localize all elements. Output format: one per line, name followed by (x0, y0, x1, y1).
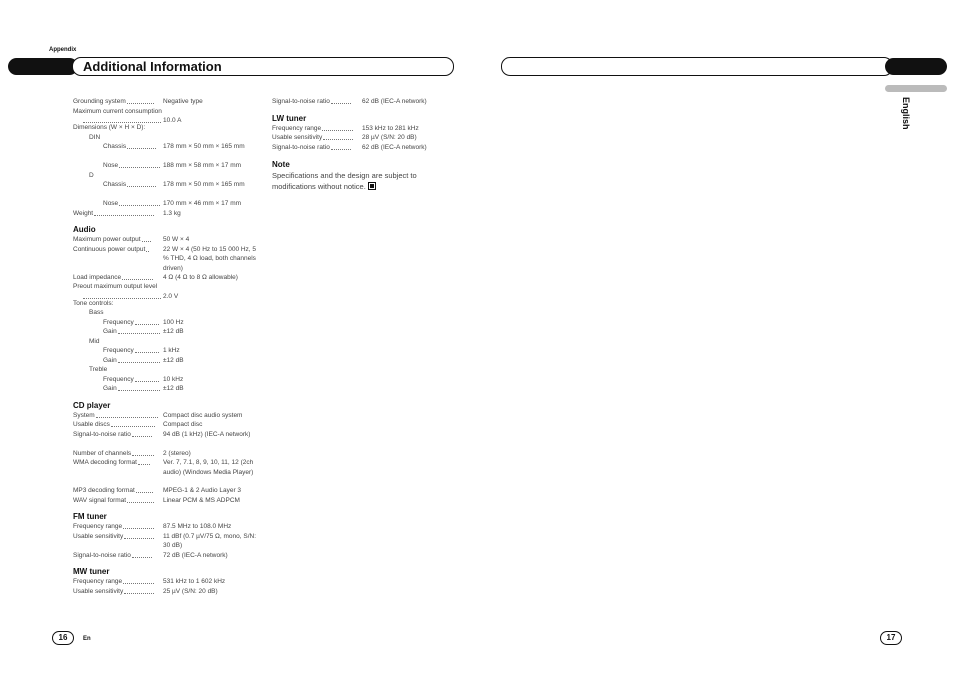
spec-row: Gain ±12 dB (103, 385, 184, 392)
language-code: En (83, 636, 91, 642)
spec-row: Usable discs Compact disc (73, 421, 203, 428)
title-bar (72, 57, 454, 76)
section-title-fm: FM tuner (73, 512, 107, 521)
spec-row: Chassis 178 mm × 50 mm × 165 mm (103, 143, 245, 150)
spec-row: 10.0 A (73, 116, 258, 123)
spec-row: Nose 170 mm × 46 mm × 17 mm (103, 200, 242, 207)
spec-sublabel: Mid (89, 337, 100, 345)
section-label: Appendix (49, 47, 77, 53)
section-title-lw: LW tuner (272, 113, 307, 123)
section-title-mw: MW tuner (73, 567, 110, 576)
spec-row: WAV signal format Linear PCM & MS ADPCM (73, 496, 240, 504)
spec-row: Grounding system Negative type (73, 98, 203, 105)
spec-row: Signal-to-noise ratio 72 dB (IEC-A network) (73, 551, 228, 559)
end-of-section-icon (368, 182, 376, 190)
spec-sublabel: Treble (89, 366, 108, 373)
spec-row: Usable sensitivity 11 dBf (0.7 µV/75 Ω, mono, S/N: 30 dB) (73, 532, 257, 549)
section-title-audio: Audio (73, 225, 96, 234)
spec-label: Maximum current consumption (73, 107, 162, 115)
spec-row: Gain ±12 dB (103, 356, 184, 364)
spec-sublabel: Bass (89, 309, 104, 316)
spec-row: Gain ±12 dB (103, 328, 184, 335)
note-text: Specifications and the design are subject to modifications without notice. (272, 171, 417, 191)
spec-row: Frequency range 153 kHz to 281 kHz (272, 124, 419, 132)
page-number-right: 17 (880, 631, 902, 645)
note-title: Note (272, 160, 290, 169)
spec-label: Dimensions (W × H × D): (73, 124, 146, 131)
language-bar (885, 85, 947, 92)
spec-row: Load impedance 4 Ω (4 Ω to 8 Ω allowable) (73, 273, 238, 281)
spec-row: Continuous power output 22 W × 4 (50 Hz to 15 000 Hz, 5 % THD, 4 Ω load, both channels driven) (73, 245, 257, 272)
left-column (73, 97, 258, 596)
spec-row: Weight 1.3 kg (73, 209, 181, 217)
spec-label: Preout maximum output level (73, 283, 158, 290)
spec-row: Signal-to-noise ratio 62 dB (IEC-A network) (272, 98, 427, 105)
spec-sublabel: DIN (89, 133, 101, 141)
section-title-cd: CD player (73, 400, 111, 410)
spec-row: Usable sensitivity 28 µV (S/N: 20 dB) (272, 134, 417, 141)
spec-row: System Compact disc audio system (73, 411, 243, 419)
page-title: Additional Information (83, 59, 222, 74)
spec-row: Frequency range 531 kHz to 1 602 kHz (73, 578, 226, 585)
spec-row: Signal-to-noise ratio 94 dB (1 kHz) (IEC-A network) (73, 430, 251, 438)
spec-row: Frequency range 87.5 MHz to 108.0 MHz (73, 523, 232, 530)
spec-row: 2.0 V (73, 292, 258, 299)
chapter-tab-left (8, 58, 78, 75)
spec-row: Chassis 178 mm × 50 mm × 165 mm (103, 181, 245, 188)
spec-row: Usable sensitivity 25 µV (S/N: 20 dB) (73, 587, 218, 595)
header-bar-right (501, 57, 893, 76)
spec-row: MP3 decoding format MPEG-1 & 2 Audio Layer 3 (73, 487, 242, 494)
spec-row: Signal-to-noise ratio 62 dB (IEC-A network) (272, 143, 427, 151)
right-column (272, 97, 457, 192)
spec-row: Frequency 100 Hz (103, 318, 184, 326)
spec-row: Number of channels 2 (stereo) (73, 449, 191, 457)
spec-row: Nose 188 mm × 58 mm × 17 mm (103, 162, 242, 169)
spec-row: Maximum power output 50 W × 4 (73, 236, 190, 243)
page-number-left: 16 (52, 631, 74, 645)
language-label: English (901, 97, 911, 130)
spec-sublabel: D (89, 171, 94, 179)
spec-row: Frequency 10 kHz (103, 375, 184, 383)
spec-row: WMA decoding format Ver. 7, 7.1, 8, 9, 10, 11, 12 (2ch audio) (Windows Media Player) (73, 459, 254, 476)
spec-row: Frequency 1 kHz (103, 347, 180, 354)
chapter-tab-right (885, 58, 947, 75)
spec-label: Tone controls: (73, 299, 114, 307)
